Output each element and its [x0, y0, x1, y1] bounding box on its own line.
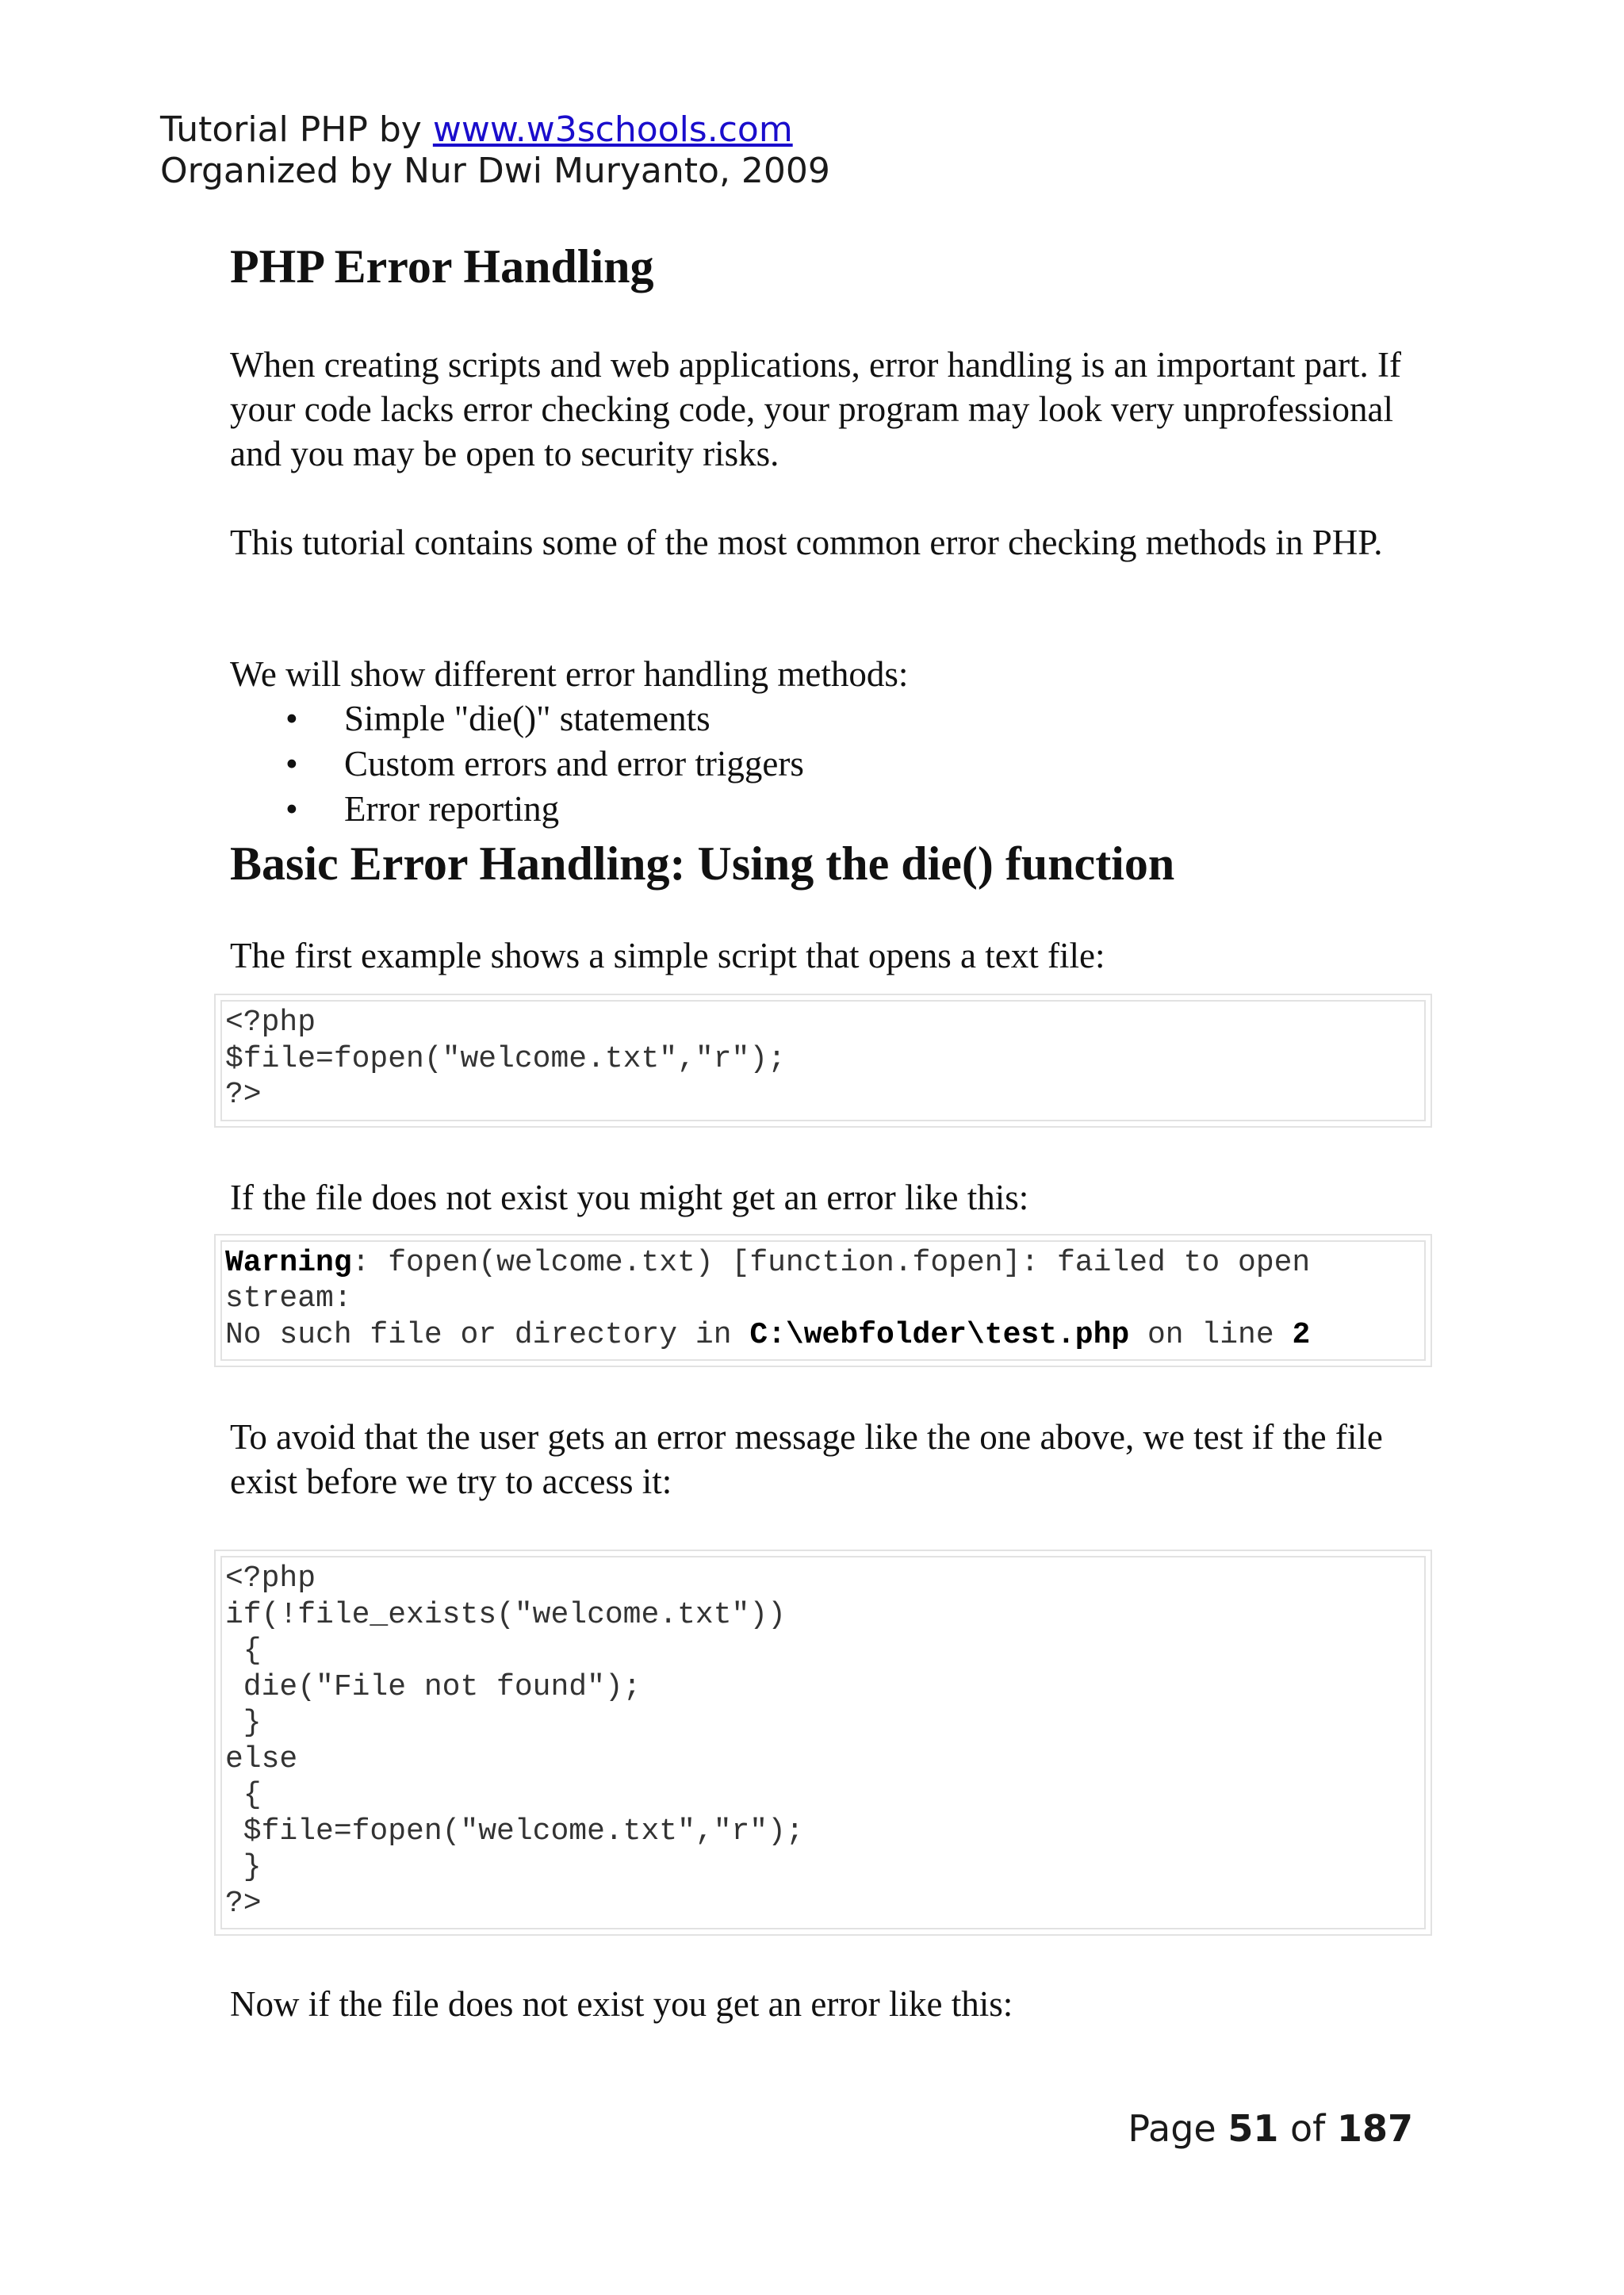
- page-number: 51: [1228, 2107, 1279, 2150]
- now-paragraph: Now if the file does not exist you get an error like this:: [230, 1984, 1013, 2024]
- section-title-basic-error-handling: Basic Error Handling: Using the die() function: [230, 837, 1175, 890]
- code-example-file-exists: [214, 1550, 1432, 1936]
- code-line: {: [225, 1778, 262, 1812]
- warning-on-line: on line: [1129, 1317, 1293, 1352]
- warning-message: : fopen(welcome.txt) [function.fopen]: failed to open: [351, 1245, 1311, 1280]
- warning-line-number: 2: [1292, 1317, 1311, 1352]
- code-line: die("File not found");: [225, 1669, 642, 1704]
- header-tutorial-text: Tutorial PHP by: [160, 109, 433, 150]
- page-footer: [1128, 2106, 1413, 2151]
- code-line: ?>: [225, 1078, 262, 1112]
- code-line: <?php: [225, 1006, 316, 1040]
- page-content: [225, 238, 1435, 2026]
- code-line: if(!file_exists("welcome.txt")): [225, 1597, 786, 1632]
- code-line: {: [225, 1634, 262, 1668]
- not-exist-paragraph: If the file does not exist you might get an error like this:: [230, 1177, 1029, 1217]
- code-block-inner: [220, 1000, 1426, 1121]
- page-label: Page: [1128, 2107, 1228, 2150]
- section-title-php-error-handling: PHP Error Handling: [230, 240, 654, 293]
- list-item: • Simple "die()" statements: [344, 696, 1435, 741]
- code-line: ?>: [225, 1886, 262, 1921]
- methods-intro-paragraph: We will show different error handling methods:: [230, 654, 909, 694]
- intro-paragraph: When creating scripts and web applications, error handling is an important part. If your code lacks error checking code, your program may look very unprofessional and you may be open to security risks.: [230, 345, 1402, 473]
- code-line: }: [225, 1706, 262, 1740]
- code-line: $file=fopen("welcome.txt","r");: [225, 1041, 786, 1076]
- header-line-2: Organized by Nur Dwi Muryanto, 2009: [160, 151, 830, 191]
- code-line: $file=fopen("welcome.txt","r");: [225, 1814, 804, 1849]
- code-line: else: [225, 1741, 298, 1776]
- warning-output-box: [214, 1234, 1432, 1368]
- document-header: [160, 109, 830, 192]
- code-block-inner: [220, 1240, 1426, 1362]
- avoid-paragraph: To avoid that the user gets an error message like the one above, we test if the file exist before we try to access it:: [230, 1417, 1383, 1501]
- list-item: • Custom errors and error triggers: [344, 741, 1435, 787]
- w3schools-link[interactable]: www.w3schools.com: [432, 109, 793, 150]
- first-example-paragraph: The first example shows a simple script that opens a text file:: [230, 936, 1105, 975]
- of-label: of: [1278, 2107, 1337, 2150]
- warning-line-2: stream:: [225, 1282, 352, 1316]
- code-block-inner: [220, 1556, 1426, 1929]
- warning-label: Warning: [225, 1245, 352, 1280]
- code-line: <?php: [225, 1561, 316, 1596]
- list-item: • Error reporting: [344, 787, 1435, 832]
- warning-no-such-file: No such file or directory in: [225, 1317, 750, 1352]
- warning-file-path: C:\webfolder\test.php: [749, 1317, 1130, 1352]
- total-pages: 187: [1336, 2107, 1413, 2150]
- warning-line-3: [225, 1317, 1421, 1354]
- header-line-1: [160, 109, 830, 151]
- methods-list: [230, 696, 1435, 832]
- contains-paragraph: This tutorial contains some of the most common error checking methods in PHP.: [230, 523, 1383, 562]
- code-line: }: [225, 1850, 262, 1884]
- code-example-fopen: [214, 994, 1432, 1128]
- warning-line-1: [225, 1245, 1421, 1282]
